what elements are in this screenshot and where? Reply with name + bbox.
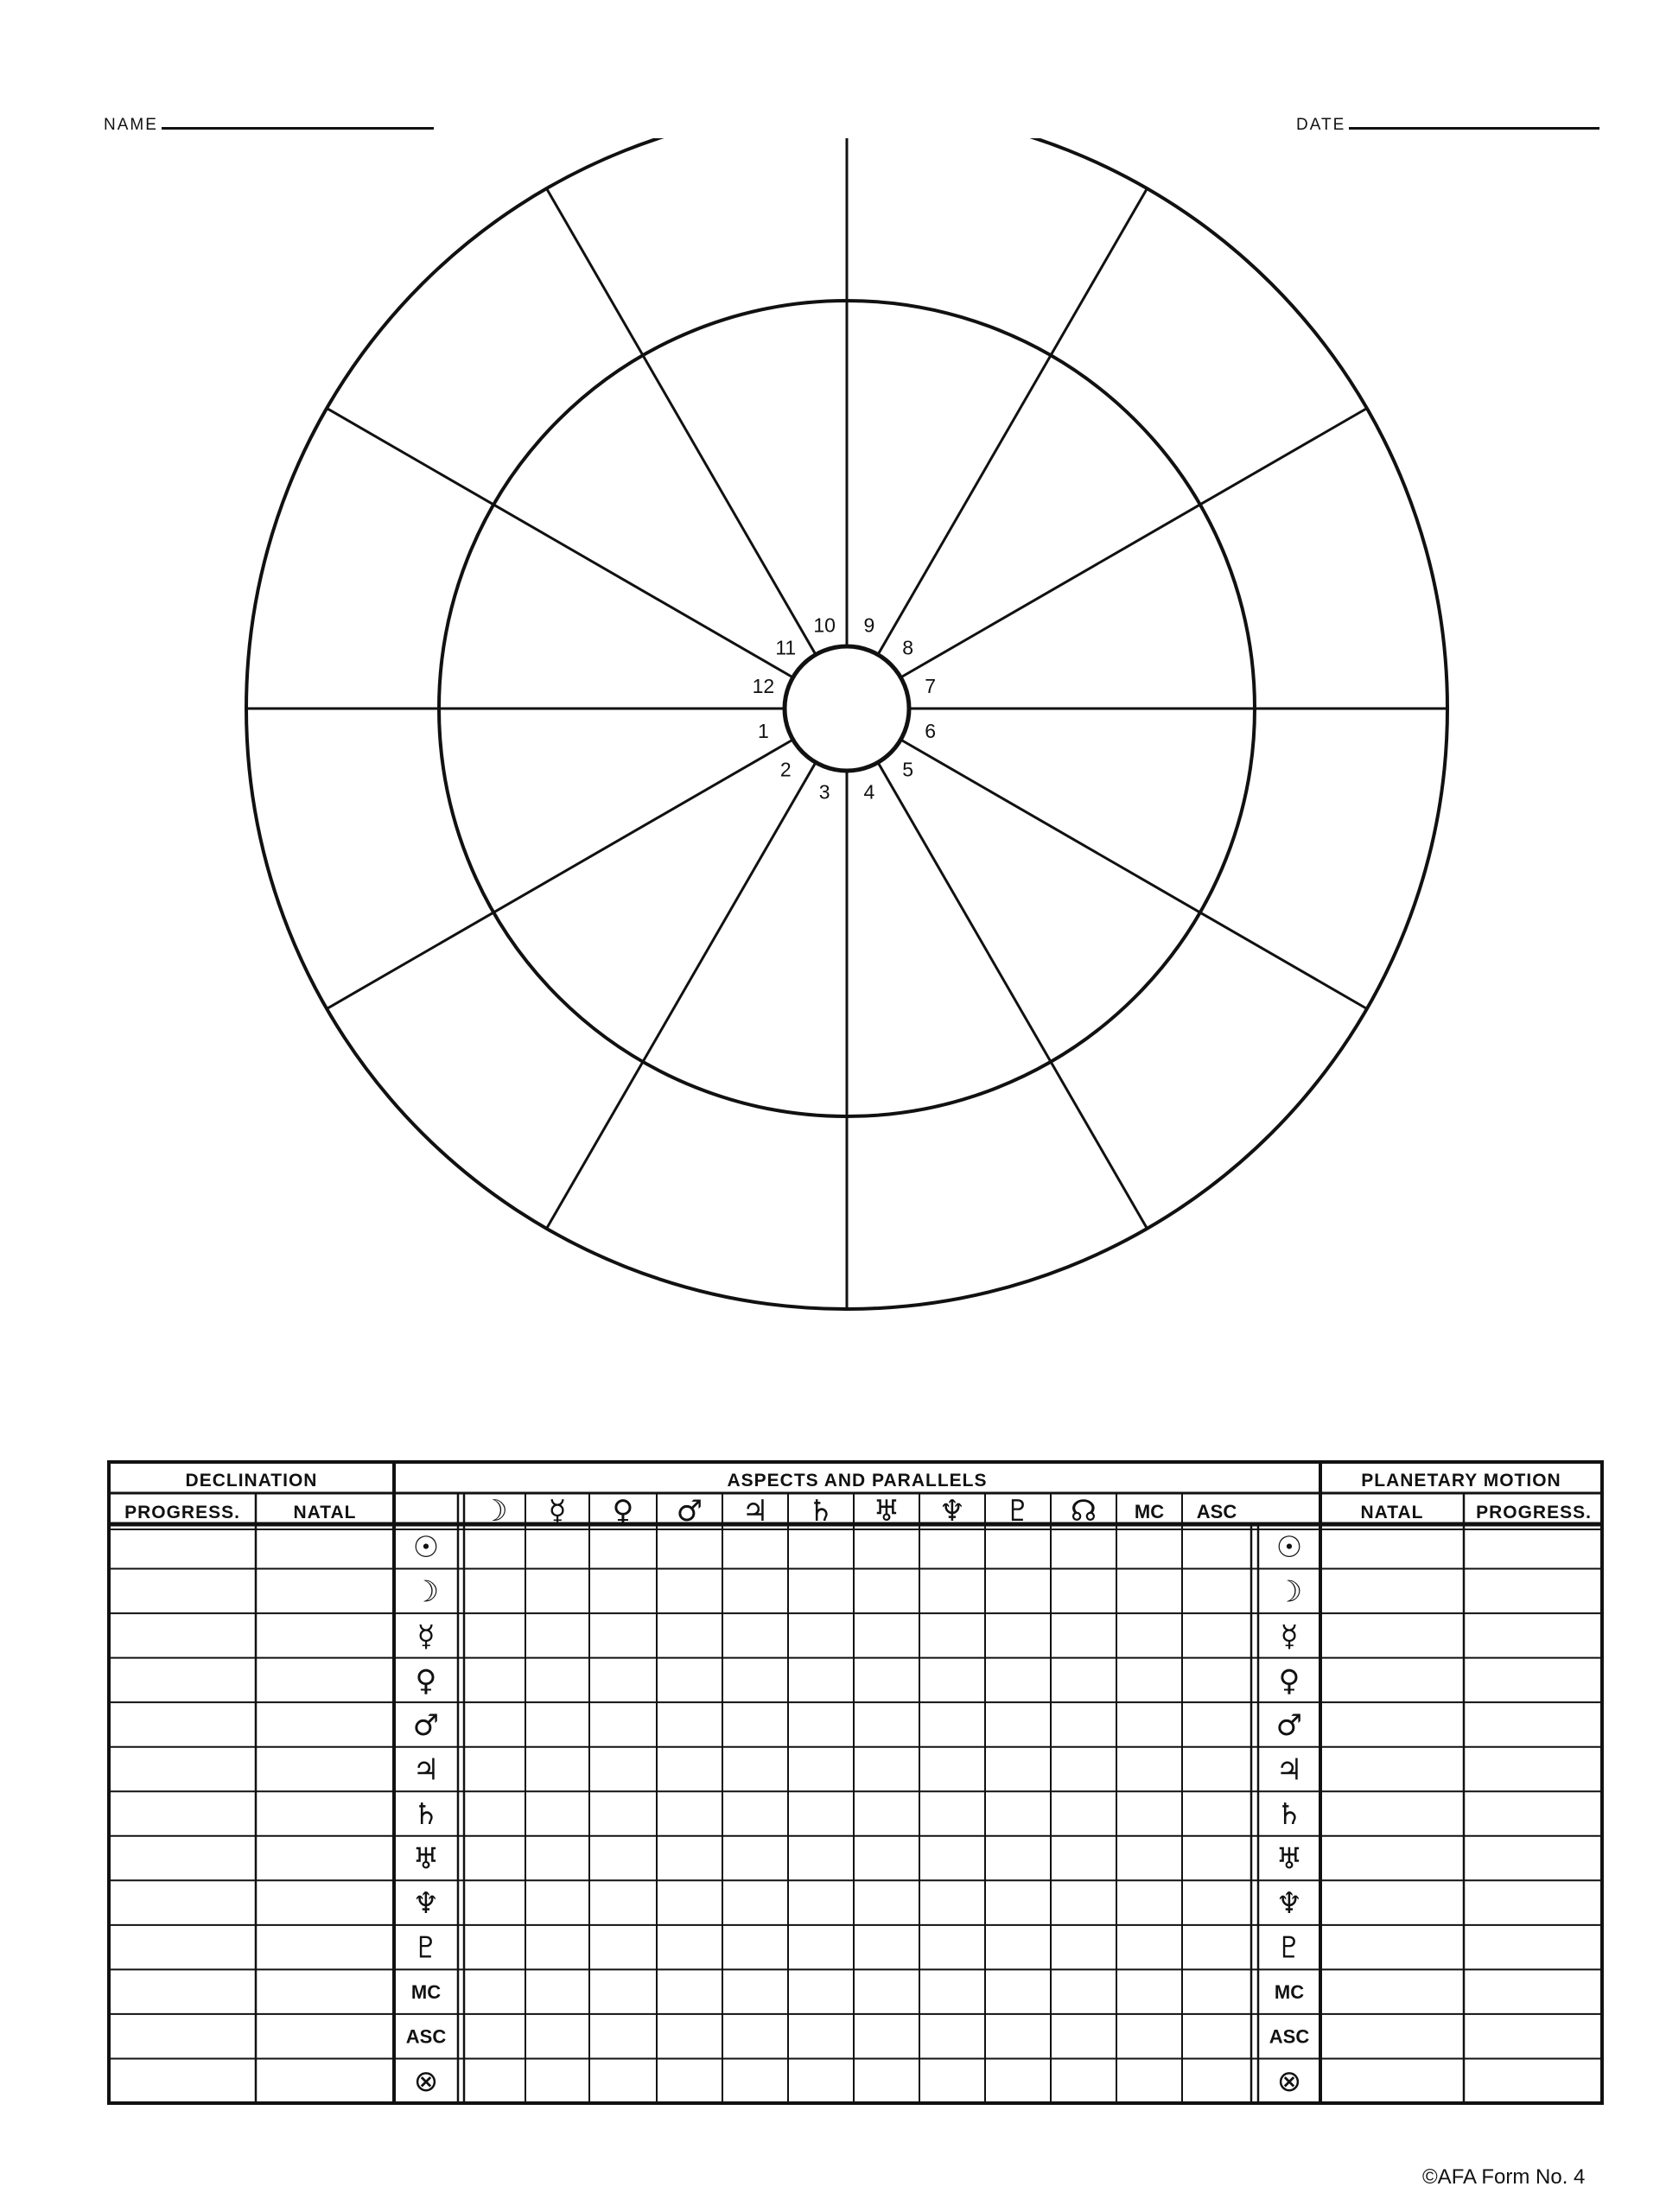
- row-label-glyph: ♃: [412, 1752, 440, 1788]
- row-label-glyph: ☿: [1280, 1618, 1299, 1654]
- aspect-col-glyph: MC: [1134, 1501, 1165, 1522]
- col-header-natal: NATAL: [1360, 1503, 1424, 1522]
- row-label-glyph: ♅: [1275, 1841, 1303, 1877]
- house-number: 2: [779, 758, 792, 781]
- row-label-glyph: ☽: [412, 1574, 440, 1610]
- row-label-glyph: ASC: [405, 2025, 447, 2048]
- aspect-col-glyph: ☿: [548, 1494, 567, 1529]
- aspect-col-glyph: ♆: [938, 1494, 966, 1529]
- row-label-glyph: ☉: [1275, 1529, 1303, 1565]
- table-border: [109, 1462, 1602, 2103]
- aspect-col-glyph: ♃: [741, 1494, 769, 1529]
- house-number: 7: [925, 675, 936, 698]
- row-label-glyph: ♃: [1275, 1752, 1303, 1788]
- name-label: NAME: [104, 116, 158, 134]
- row-label-glyph: ⊗: [413, 2064, 439, 2100]
- row-label-glyph: ☉: [412, 1529, 440, 1565]
- aspect-col-glyph: ♂: [676, 1494, 703, 1529]
- row-label-glyph: ♇: [412, 1930, 440, 1966]
- row-label-glyph: ♅: [412, 1841, 440, 1877]
- aspect-col-glyph: ♄: [807, 1494, 835, 1529]
- aspect-col-glyph: ☊: [1070, 1494, 1097, 1529]
- motion-header: PLANETARY MOTION: [1361, 1471, 1561, 1491]
- row-label-glyph: ASC: [1269, 2025, 1310, 2048]
- row-label-glyph: ♄: [1275, 1797, 1303, 1832]
- row-label-glyph: ♆: [412, 1886, 440, 1922]
- row-label-glyph: ⊗: [1276, 2064, 1302, 2100]
- house-number: 10: [813, 613, 836, 637]
- row-label-glyph: MC: [410, 1981, 442, 2004]
- house-number: 11: [775, 636, 797, 659]
- row-label-glyph: ☽: [1275, 1574, 1303, 1610]
- house-number: 12: [752, 675, 775, 698]
- aspect-col-glyph: ☽: [481, 1494, 508, 1529]
- house-number: 5: [902, 758, 914, 781]
- row-label-glyph: ♂: [1275, 1707, 1303, 1743]
- aspect-col-glyph: ♀: [612, 1494, 634, 1529]
- col-header-natal: NATAL: [293, 1503, 357, 1522]
- house-number: 4: [863, 780, 875, 804]
- aspects-header: ASPECTS AND PARALLELS: [727, 1471, 988, 1491]
- row-label-glyph: ♂: [412, 1707, 440, 1743]
- row-label-glyph: ♀: [1278, 1663, 1300, 1699]
- date-label: DATE: [1296, 116, 1346, 134]
- row-label-glyph: MC: [1274, 1981, 1305, 2004]
- declination-header: DECLINATION: [185, 1471, 318, 1491]
- row-label-glyph: ♆: [1275, 1886, 1303, 1922]
- aspect-col-glyph: ASC: [1196, 1501, 1237, 1522]
- col-header-progress: PROGRESS.: [1476, 1503, 1592, 1522]
- col-header-progress: PROGRESS.: [124, 1503, 240, 1522]
- house-number: 3: [818, 780, 830, 804]
- house-number: 1: [758, 719, 769, 742]
- form-number: ©AFA Form No. 4: [1422, 2165, 1586, 2189]
- row-label-glyph: ♇: [1275, 1930, 1303, 1966]
- house-number: 8: [902, 636, 914, 659]
- aspect-col-glyph: ♇: [1004, 1494, 1032, 1529]
- house-number: 9: [863, 613, 875, 637]
- row-label-glyph: ♀: [415, 1663, 437, 1699]
- row-label-glyph: ♄: [412, 1797, 440, 1832]
- aspect-col-glyph: ♅: [873, 1494, 900, 1529]
- row-label-glyph: ☿: [416, 1618, 436, 1654]
- house-number: 6: [925, 719, 936, 742]
